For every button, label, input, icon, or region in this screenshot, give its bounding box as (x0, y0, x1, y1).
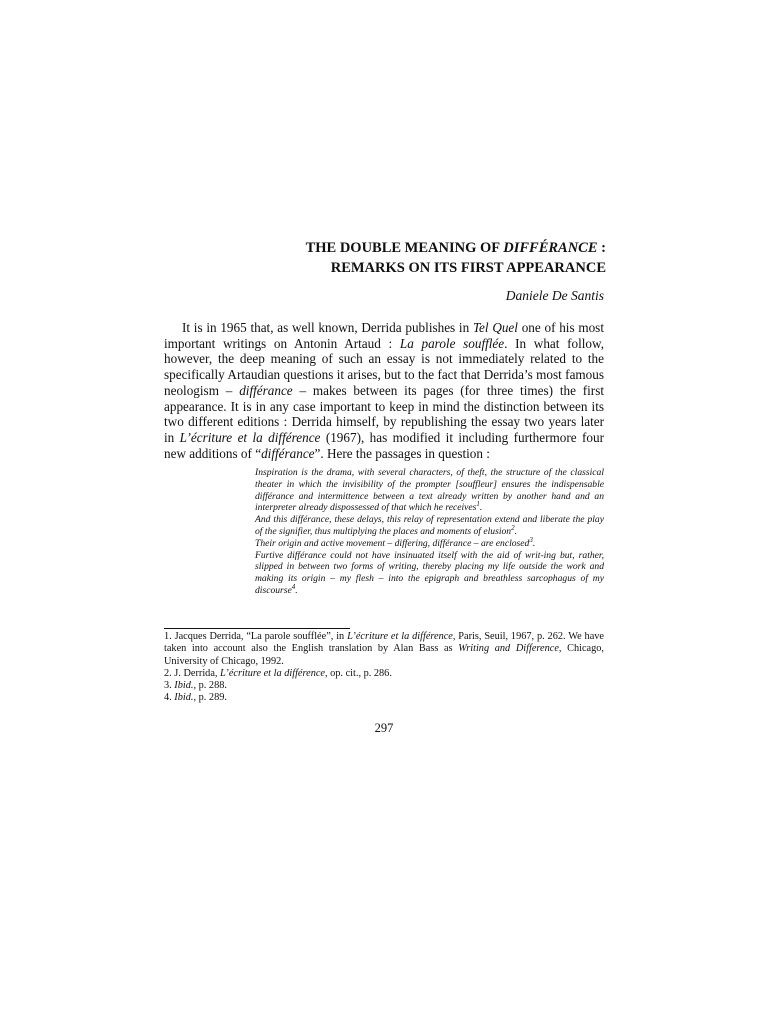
body-paragraph: It is in 1965 that, as well known, Derrida publishes in Tel Quel one of his most important writings on Antonin Artaud : La parole soufflée. In what follow, however, the deep meaning of such an essay is not immediately related to the specifically Artaudian questions it arises, but to the fact that Derrida’s most famous neologism – différance – makes between its pages (for three times) the first appearance. It is in any case important to keep in mind the distinction between its two different editions : Derrida himself, by republishing the essay two years later in L’écriture et la différence (1967), has modified it including furthermore four new additions of “différance”. Here the passages in question : (164, 320, 604, 461)
block-quote (255, 467, 604, 597)
title-line-2: REMARKS ON ITS FIRST APPEARANCE (330, 260, 606, 276)
title-italic-term: DIFFÉRANCE (503, 240, 598, 256)
page-number: 297 (374, 721, 394, 735)
quote-passage-3: Their origin and active movement – differing, différance – are enclosed$^3$. (255, 535, 536, 549)
footnote-marker-4: 4 (291, 582, 296, 591)
quote-passage-2: And this différance, these delays, this relay of representation extend and liberate the play of the signifier, thus multiplying the places and moments of elusion$^2$. (255, 514, 604, 537)
author-name: Daniele De Santis (505, 288, 604, 303)
title-line-1: THE DOUBLE MEANING OF DIFFÉRANCE : (305, 240, 606, 256)
footnote-4: 4. Ibid., p. 289. (164, 692, 227, 704)
footnote-2: 2. J. Derrida, L’écriture et la différence, op. cit., p. 286. (164, 667, 392, 679)
footnote-marker-2: 2 (511, 523, 515, 532)
footnote-1: 1. Jacques Derrida, “La parole soufflée”, in L’écriture et la différence, Paris, Seuil, 1967, p. 262. We have taken into account also the English translation by Alan Bass as Writing and Difference, Chicago, University of Chicago, 1992. (164, 631, 604, 667)
footnote-divider (164, 628, 350, 629)
footnote-marker-1: 1 (476, 500, 480, 509)
footnote-3: 3. Ibid., p. 288. (164, 680, 227, 692)
footnotes (164, 631, 604, 705)
footnote-marker-3: 3 (529, 535, 533, 544)
quote-passage-4: Furtive différance could not have insinuated itself with the aid of writ-ing but, rather, slipped in between two forms of writing, thereby placing my life outside the work and making its origin – my flesh – into the epigraph and breathless sarcophagus of my discourse$^4$. (255, 549, 604, 596)
quote-passage-1: Inspiration is the drama, with several characters, of theft, the structure of the classical theater in which the invisibility of the prompter [souffleur] ensures the indispensable différance and intermittence between a text already written by another hand and an interpreter already dispossessed of that which he receives$^1$. (255, 467, 604, 514)
article-title (160, 238, 606, 278)
